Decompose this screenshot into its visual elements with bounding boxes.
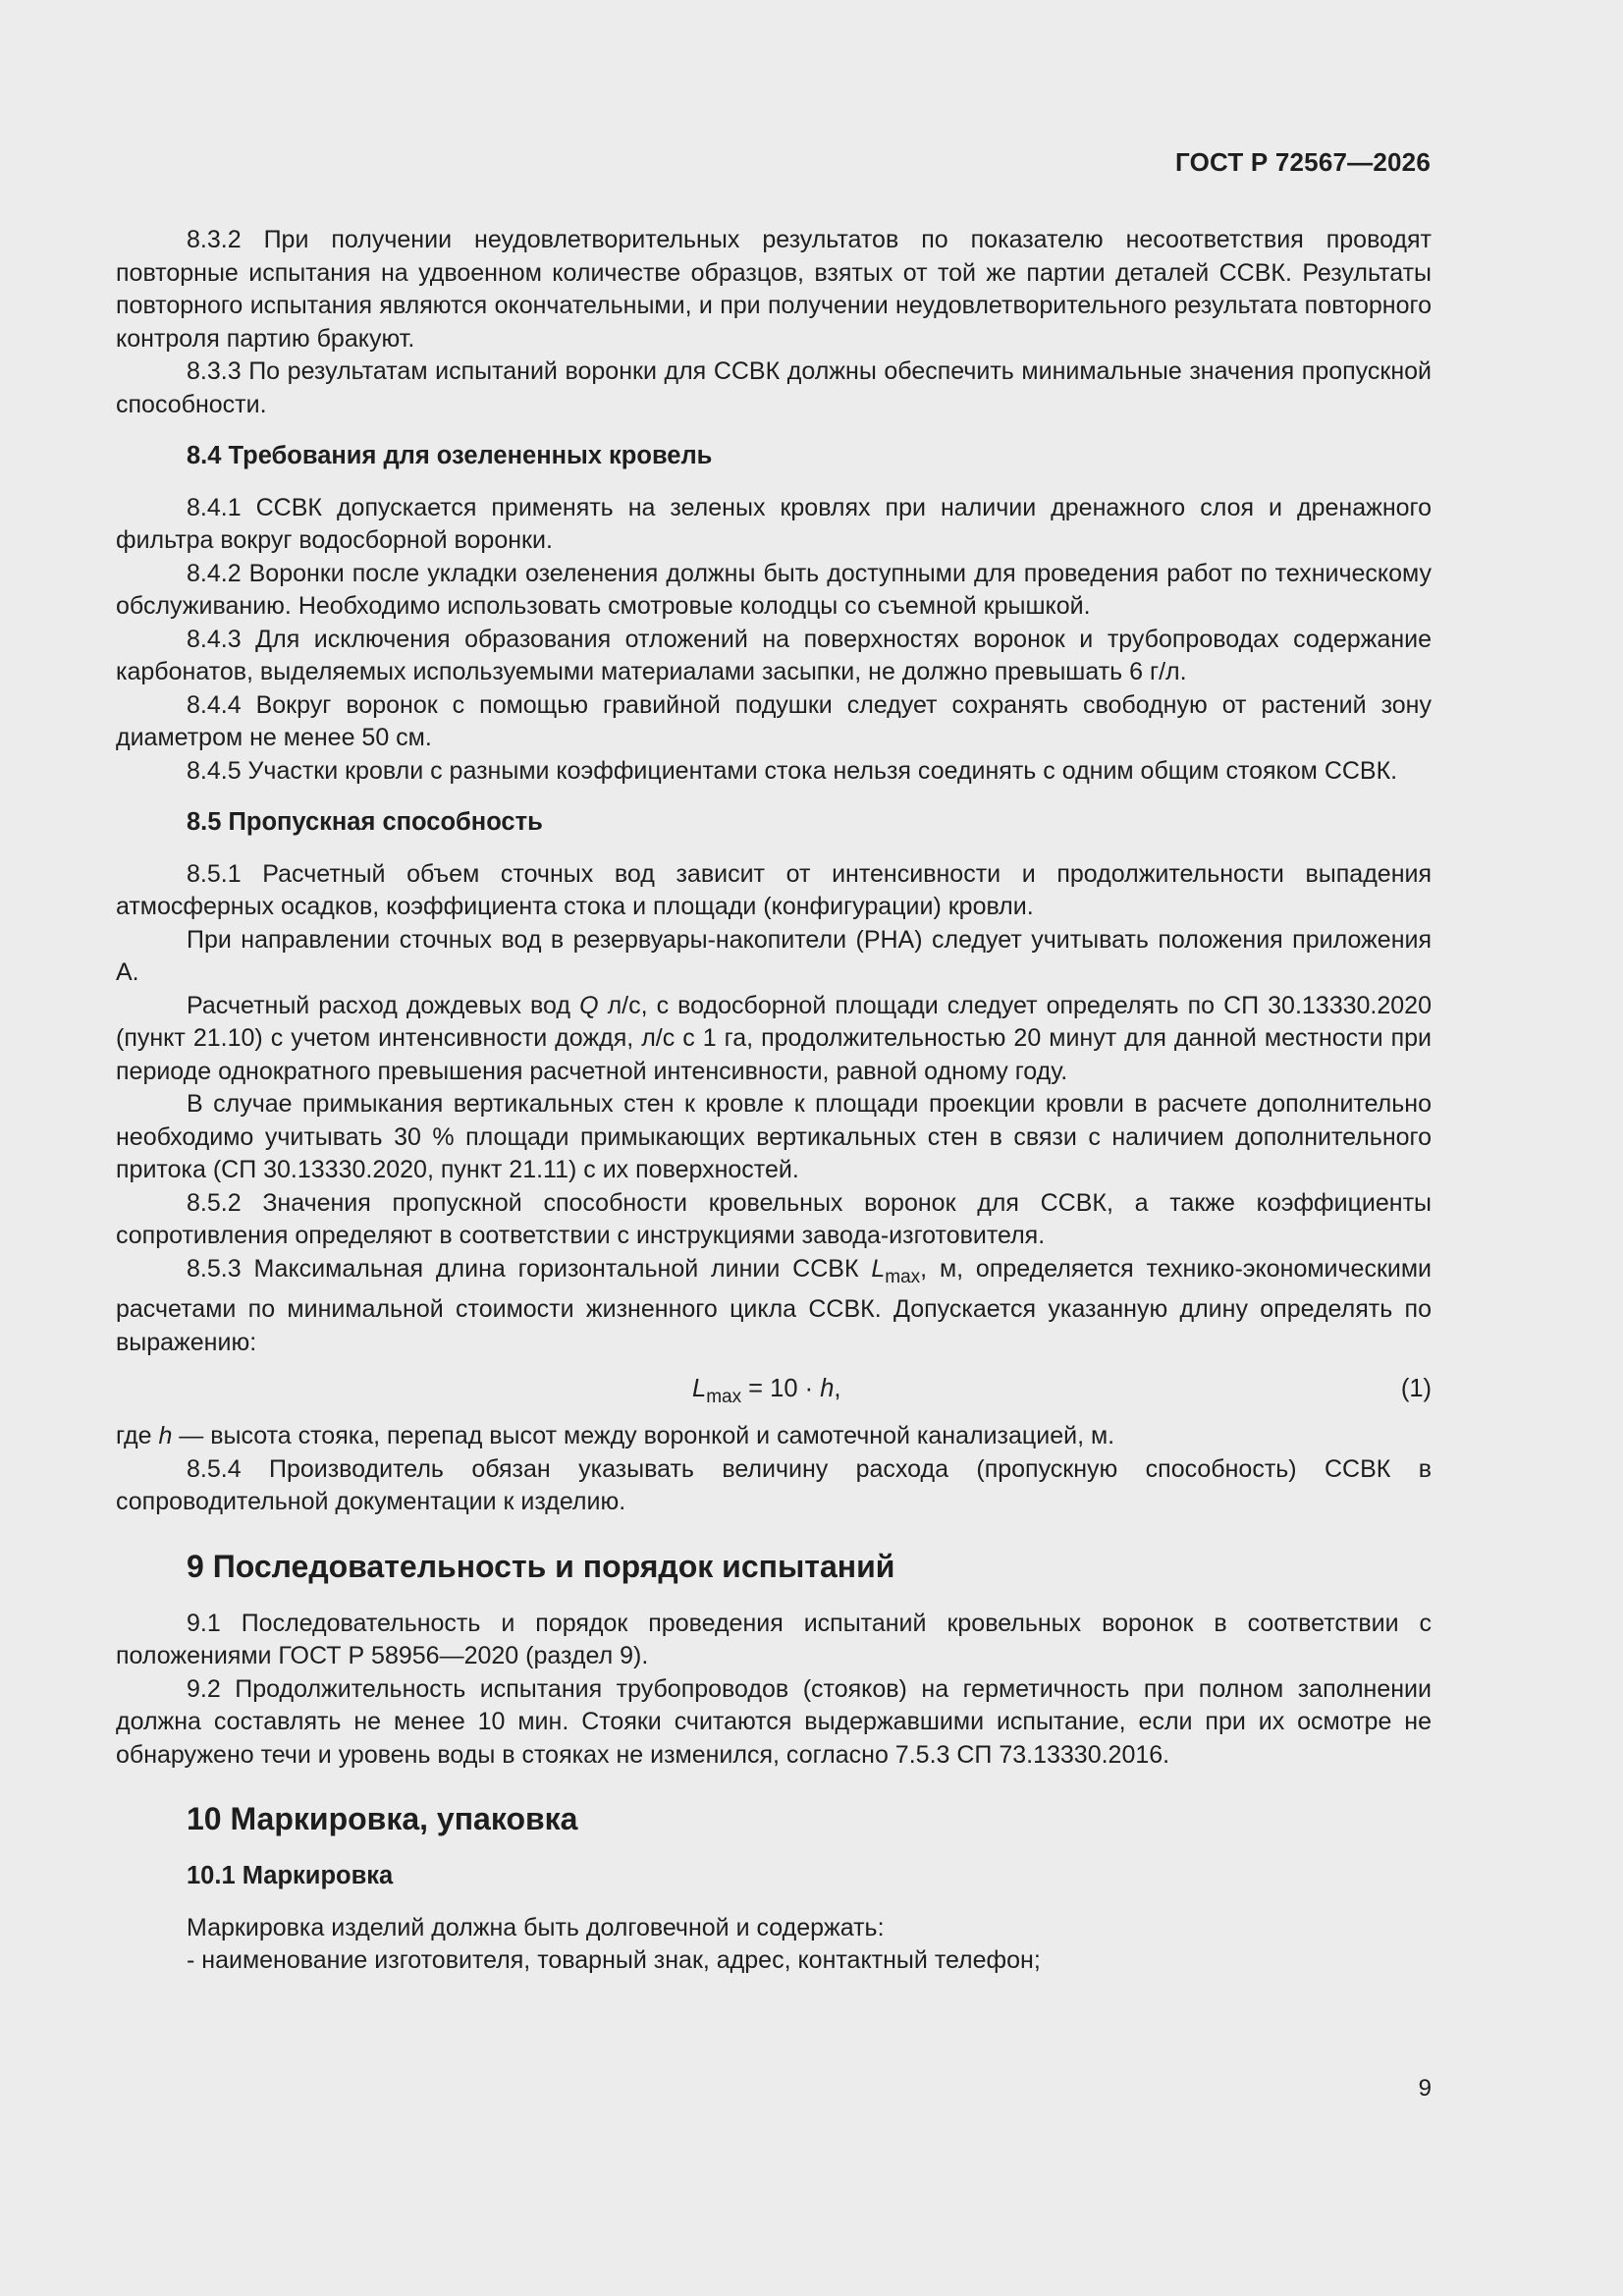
paragraph-8-5-3 (116, 1253, 1432, 1360)
text-run: л/с, с водосборной площади следует определять по СП 30.13330.2020 (пункт 21.10) с учетом интенсивности дождя, л/с с 1 га, продолжительностью 20 минут для данной местности при периоде однократного превышения расчетной интенсивности, равной одному году. (116, 991, 1432, 1085)
heading-section-9: 9 Последовательность и порядок испытаний (187, 1548, 895, 1584)
paragraph-8-4-4: 8.4.4 Вокруг воронок с помощью гравийной подушки следует сохранять свободную от растений зону диаметром не менее 50 см. (116, 690, 1432, 751)
formula-subscript: max (706, 1387, 742, 1408)
paragraph-9-2: 9.2 Продолжительность испытания трубопроводов (стояков) на герметичность при полном заполнении должна составлять не менее 10 мин. Стояки считаются выдержавшими испытание, если при их осмотре не обнаружено течи и уровень воды в стояках не изменился, согласно 7.5.3 СП 73.13330.2016. (116, 1674, 1432, 1769)
formula (692, 1373, 840, 1414)
text-run: Расчетный расход дождевых вод (187, 991, 580, 1019)
formula-h: h (820, 1375, 835, 1402)
variable-h: h (158, 1422, 173, 1449)
heading-8-4: 8.4 Требования для озелененных кровель (187, 442, 713, 469)
paragraph-8-5-1-walls: В случае примыкания вертикальных стен к кровле к площади проекции кровли в расчете дополнительно необходимо учитывать 30 % площади примыкающих вертикальных стен в связи с наличием дополнительного притока (СП 30.13330.2020, пункт 21.11) с их поверхностей. (116, 1090, 1432, 1183)
formula-row (116, 1371, 1432, 1410)
document-body (116, 224, 1432, 1978)
paragraph-8-3-3: 8.3.3 По результатам испытаний воронки для ССВК должны обеспечить минимальные значения пропускной способности. (116, 357, 1432, 418)
paragraph-8-4-2: 8.4.2 Воронки после укладки озеленения должны быть доступными для проведения работ по техническому обслуживанию. Необходимо использовать смотровые колодцы со съемной крышкой. (116, 559, 1432, 620)
variable-l: L (871, 1254, 886, 1283)
paragraph-8-4-1: 8.4.1 ССВК допускается применять на зеленых кровлях при наличии дренажного слоя и дренажного фильтра вокруг водосборной воронки. (116, 493, 1432, 554)
formula-number: (1) (1400, 1375, 1432, 1402)
text-run: 8.5.3 Максимальная длина горизонтальной линии ССВК (187, 1254, 872, 1283)
paragraph-8-5-2: 8.5.2 Значения пропускной способности кровельных воронок для ССВК, а также коэффициенты сопротивления определяют в соответствии с инструкциями завода-изготовителя. (116, 1188, 1432, 1249)
paragraph-8-5-1-reservoirs: При направлении сточных вод в резервуары-накопители (РНА) следует учитывать положения приложения А. (116, 925, 1432, 986)
list-item: - наименование изготовителя, товарный знак, адрес, контактный телефон; (187, 1946, 1041, 1974)
paragraph-8-3-2: 8.3.2 При получении неудовлетворительных результатов по показателю несоответствия проводят повторные испытания на удвоенном количестве образцов, взятых от той же партии деталей ССВК. Результаты повторного испытания являются окончательными, и при получении неудовлетворительного результата повторного контроля партию бракуют. (116, 226, 1432, 353)
formula-operator: = 10 · (741, 1375, 821, 1402)
heading-section-10: 10 Маркировка, упаковка (187, 1801, 578, 1836)
heading-10-1: 10.1 Маркировка (187, 1862, 394, 1889)
page-number: 9 (1418, 2075, 1432, 2102)
paragraph-8-5-1-rain-flow (116, 990, 1432, 1089)
paragraph-8-5-4: 8.5.4 Производитель обязан указывать величину расхода (пропускную способность) ССВК в сопроводительной документации к изделию. (116, 1454, 1432, 1515)
formula-l: L (692, 1375, 707, 1402)
paragraph-where (116, 1420, 1432, 1453)
paragraph-8-5-1: 8.5.1 Расчетный объем сточных вод зависит от интенсивности и продолжительности выпадения атмосферных осадков, коэффициента стока и площади (конфигурации) кровли. (116, 859, 1432, 920)
formula-end: , (834, 1375, 841, 1402)
heading-8-5: 8.5 Пропускная способность (187, 808, 543, 836)
document-designation: ГОСТ Р 72567—2026 (1175, 147, 1431, 177)
text-run: , м, определяется технико-экономическими расчетами по минимальной стоимости жизненного цикла ССВК. Допускается указанную длину определять по выражению: (116, 1254, 1432, 1356)
paragraph-8-4-5: 8.4.5 Участки кровли с разными коэффициентами стока нельзя соединять с одним общим стояком ССВК. (187, 756, 1398, 785)
text-run: где (116, 1422, 159, 1449)
variable-q: Q (579, 991, 599, 1019)
paragraph-8-4-3: 8.4.3 Для исключения образования отложений на поверхностях воронок и трубопроводах содержание карбонатов, выделяемых используемыми материалами засыпки, не должно превышать 6 г/л. (116, 625, 1432, 685)
subscript-max: max (885, 1266, 921, 1287)
paragraph-10-1: Маркировка изделий должна быть долговечной и содержать: (187, 1913, 885, 1941)
text-run: — высота стояка, перепад высот между воронкой и самотечной канализацией, м. (172, 1422, 1115, 1449)
paragraph-9-1: 9.1 Последовательность и порядок проведения испытаний кровельных воронок в соответствии с положениями ГОСТ Р 58956—2020 (раздел 9). (116, 1609, 1432, 1669)
